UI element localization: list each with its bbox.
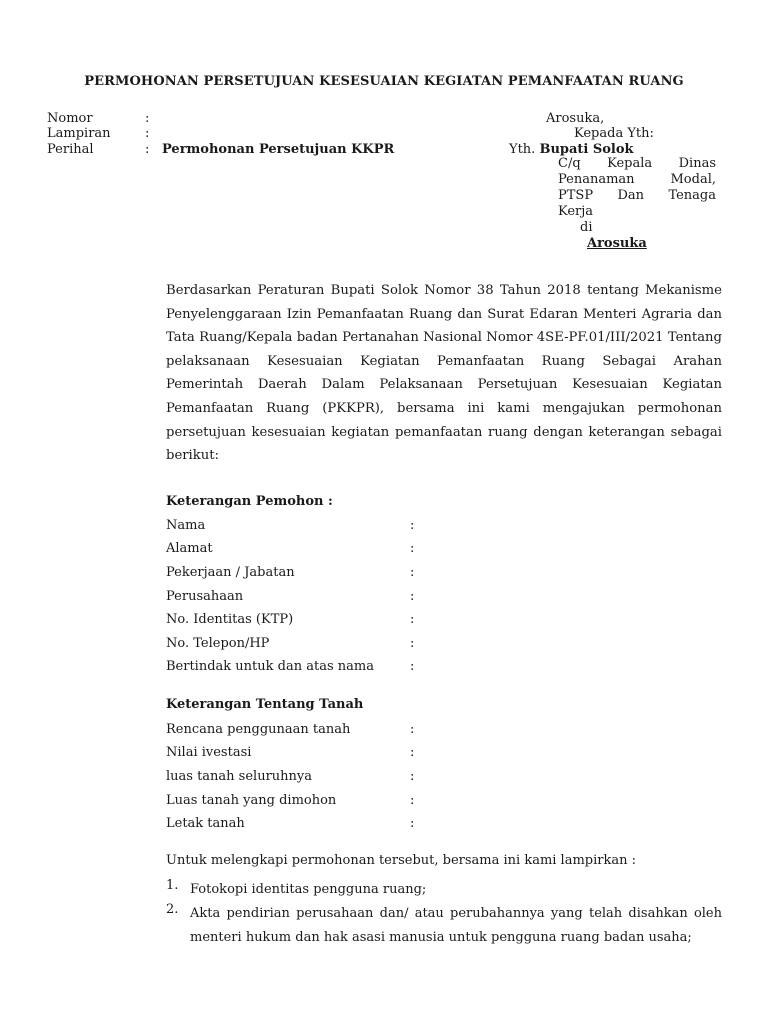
tanah-field-row [166, 816, 415, 831]
recipient-city: Arosuka [587, 236, 647, 251]
field-colon: : [410, 816, 415, 831]
tanah-field-row [166, 722, 415, 737]
field-label: Alamat [166, 541, 213, 556]
di-label: di [580, 220, 593, 235]
field-label: Bertindak untuk dan atas nama [166, 659, 374, 674]
attachment-text: Fotokopi identitas pengguna ruang; [190, 882, 427, 897]
pemohon-section-title: Keterangan Pemohon : [166, 494, 333, 509]
recipient-line [509, 142, 634, 157]
field-colon: : [410, 722, 415, 737]
tanah-field-row [166, 793, 415, 808]
field-colon: : [410, 793, 415, 808]
pemohon-field-row [166, 518, 415, 533]
perihal-value: Permohonan Persetujuan KKPR [162, 142, 395, 157]
field-label: Letak tanah [166, 816, 245, 831]
attachments-intro: Untuk melengkapi permohonan tersebut, bersama ini kami lampirkan : [166, 853, 636, 868]
field-label: luas tanah seluruhnya [166, 769, 313, 784]
body-paragraph: Berdasarkan Peraturan Bupati Solok Nomor 38 Tahun 2018 tentang Mekanisme Penyelenggaraan Izin Pemanfaatan Ruang dan Surat Edaran Menteri Agraria dan Tata Ruang/Kepala badan Pertanahan Nasional Nomor 4SE-PF.01/III/2021 Tentang pelaksanaan Kesesuaian Kegiatan Pemanfaatan Ruang Sebagai Arahan Pemerintah Daerah Dalam Pelaksanaan Persetujuan Kesesuaian Kegiatan Pemanfaatan Ruang (PKKPR), bersama ini kami mengajukan permohonan persetujuan kesesuaian kegiatan pemanfaatan ruang dengan keterangan sebagai berikut: [166, 283, 722, 464]
place-date: Arosuka, [546, 111, 605, 126]
tanah-field-row [166, 745, 415, 760]
field-colon: : [410, 589, 415, 604]
field-label: Nilai ivestasi [166, 745, 252, 760]
field-label: Luas tanah yang dimohon [166, 793, 337, 808]
perihal-colon: : [145, 142, 150, 157]
pemohon-field-row [166, 589, 415, 604]
tanah-field-row [166, 769, 415, 784]
cq-line-2: Penanaman Modal, [558, 172, 716, 187]
field-colon: : [410, 769, 415, 784]
field-label: Pekerjaan / Jabatan [166, 565, 295, 580]
attachment-number: 2. [166, 902, 179, 917]
field-colon: : [410, 659, 415, 674]
cq-block [558, 156, 716, 220]
meta-perihal [47, 142, 447, 160]
pemohon-field-row [166, 636, 415, 651]
kepada-yth: Kepada Yth: [574, 126, 654, 141]
field-label: No. Telepon/HP [166, 636, 270, 651]
field-label: Rencana penggunaan tanah [166, 722, 351, 737]
field-colon: : [410, 612, 415, 627]
pemohon-field-row [166, 659, 415, 674]
pemohon-field-row [166, 565, 415, 580]
pemohon-field-row [166, 541, 415, 556]
field-label: No. Identitas (KTP) [166, 612, 294, 627]
document-title: PERMOHONAN PERSETUJUAN KESESUAIAN KEGIATAN PEMANFAATAN RUANG [84, 74, 684, 89]
pemohon-field-row [166, 612, 415, 627]
field-colon: : [410, 518, 415, 533]
tanah-section-title: Keterangan Tentang Tanah [166, 697, 364, 712]
cq-line-1: C/q Kepala Dinas [558, 156, 716, 171]
cq-line-4: Kerja [558, 204, 594, 219]
perihal-label: Perihal [47, 142, 94, 157]
attachment-text: Akta pendirian perusahaan dan/ atau perubahannya yang telah disahkan oleh menteri hukum dan hak asasi manusia untuk pengguna ruang badan usaha; [190, 906, 722, 945]
lampiran-label: Lampiran [47, 126, 111, 141]
recipient-name: Bupati Solok [539, 142, 634, 157]
field-colon: : [410, 636, 415, 651]
field-label: Nama [166, 518, 206, 533]
field-label: Perusahaan [166, 589, 244, 604]
yth-prefix: Yth. [509, 142, 536, 157]
nomor-label: Nomor [47, 111, 93, 126]
nomor-colon: : [145, 111, 150, 126]
field-colon: : [410, 541, 415, 556]
lampiran-colon: : [145, 126, 150, 141]
field-colon: : [410, 565, 415, 580]
field-colon: : [410, 745, 415, 760]
cq-line-3: PTSP Dan Tenaga [558, 188, 716, 203]
attachment-number: 1. [166, 878, 179, 893]
